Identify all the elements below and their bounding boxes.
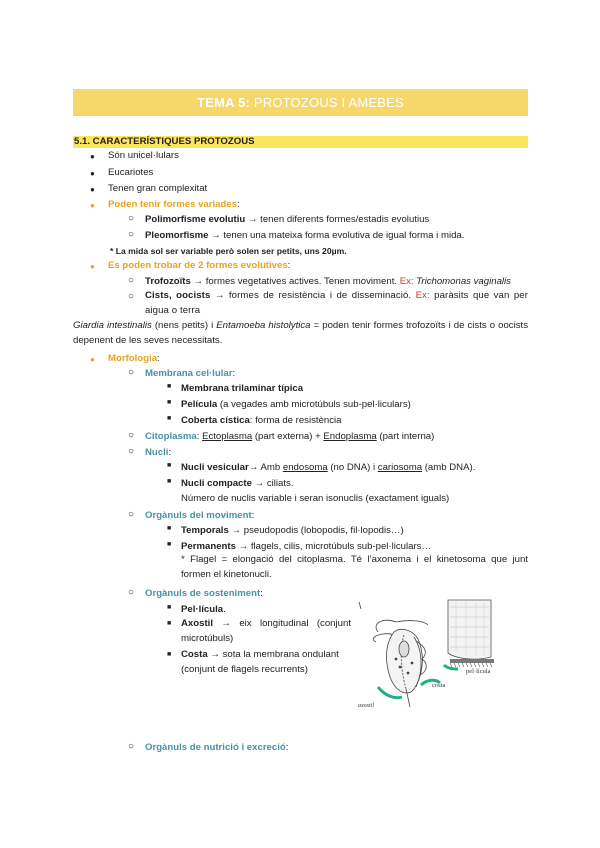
sosteniment-heading: Orgànuls de sosteniment: [145, 588, 263, 599]
list-item: Película (a vegades amb microtúbuls sub-pel·liculars) [181, 399, 411, 410]
list-item: Axostil → eix longitudinal (conjunt microtúbuls) [181, 618, 351, 644]
list-item: Nucli vesicular→ Amb endosoma (no DNA) i cariosoma (amb DNA). [181, 462, 476, 473]
label-axostil: axostil [358, 703, 374, 709]
list-item: Costa → sota la membrana ondulant (conjunt de flagels recurrents) [181, 649, 339, 675]
circle-bullet-icon: ○ [128, 367, 135, 378]
morfologia-heading: Morfologia: [108, 353, 160, 364]
bullet-icon: ● [90, 169, 95, 178]
square-bullet-icon: ■ [167, 541, 172, 548]
moviment-heading: Orgànuls del moviment: [145, 510, 255, 521]
citoplasma-line: Citoplasma: Ectoplasma (part externa) + Endoplasma (part interna) [145, 431, 435, 442]
list-item: Temporals → pseudopodis (lobopodis, fil·lopodis…) [181, 525, 404, 536]
flagel-note: * Flagel = elongació del citoplasma. Té l’axonema i el kinetosoma que junt formen el kinetonucli. [181, 554, 528, 580]
list-item: Permanents → flagels, cilis, microtúbuls sub-pel·liculars… [181, 541, 432, 552]
circle-bullet-icon: ○ [128, 446, 135, 457]
evolutives-heading: Es poden trobar de 2 formes evolutives: [108, 260, 291, 271]
bullet-icon: ● [90, 262, 95, 271]
circle-bullet-icon: ○ [128, 587, 135, 598]
bullet-icon: ● [90, 152, 95, 161]
circle-bullet-icon: ○ [128, 229, 135, 240]
bullet-icon: ● [90, 185, 95, 194]
list-item: Tenen gran complexitat [108, 183, 208, 194]
square-bullet-icon: ■ [167, 383, 172, 390]
square-bullet-icon: ■ [167, 462, 172, 469]
list-item: Polimorfisme evolutiu → tenen diferents formes/estadis evolutius [145, 214, 430, 225]
list-item-continuation: Número de nuclis variable i seran isonuclis (exactament iguals) [181, 493, 450, 504]
circle-bullet-icon: ○ [128, 291, 135, 302]
square-bullet-icon: ■ [167, 525, 172, 532]
square-bullet-icon: ■ [167, 415, 172, 422]
bullet-icon: ● [90, 355, 95, 364]
trichomonas-figure [356, 597, 528, 709]
circle-bullet-icon: ○ [128, 430, 135, 441]
membrana-heading: Membrana cel·lular: [145, 368, 236, 379]
circle-bullet-icon: ○ [128, 213, 135, 224]
nutricio-heading: Orgànuls de nutrició i excreció: [145, 742, 289, 753]
square-bullet-icon: ■ [167, 478, 172, 485]
circle-bullet-icon: ○ [128, 509, 135, 520]
list-item: Pel·lícula. [181, 604, 226, 615]
organism-illustration [359, 602, 428, 707]
square-bullet-icon: ■ [167, 604, 172, 611]
title-banner [73, 89, 528, 116]
list-item: Trofozoïts → formes vegetatives actives. Tenen moviment. Ex: Trichomonas vaginalis [145, 276, 511, 287]
circle-bullet-icon: ○ [128, 275, 135, 286]
note: * La mida sol ser variable però solen ser petits, uns 20µm. [110, 246, 347, 256]
list-item: Cists, oocists → formes de resistència i de disseminació. Ex: paràsits que van per aigua o terra [145, 290, 528, 316]
paragraph: Giardia intestinalis (nens petits) i Entamoeba histolytica = poden tenir formes trofozoïts i de cists o oocists depenent de les seves necessitats. [73, 320, 528, 346]
bullet-icon: ● [90, 201, 95, 210]
list-item: Membrana trilaminar típica [181, 383, 304, 394]
page-title: TEMA 5: PROTOZOUS I AMEBES [197, 95, 404, 110]
label-costa: costa [432, 682, 446, 689]
list-item: Pleomorfisme → tenen una mateixa forma evolutiva de igual forma i mida. [145, 230, 465, 241]
list-item: Eucariotes [108, 167, 154, 178]
list-item: Nucli compacte → ciliats. [181, 478, 294, 489]
circle-bullet-icon: ○ [128, 741, 135, 752]
list-item: Coberta cística: forma de resistència [181, 415, 342, 426]
formes-heading: Poden tenir formes variades: [108, 199, 240, 210]
square-bullet-icon: ■ [167, 620, 172, 627]
membrane-cross-section [448, 600, 494, 667]
label-pellicula: pel·lícula [466, 668, 491, 675]
list-item: Són unicel·lulars [108, 150, 179, 161]
square-bullet-icon: ■ [167, 651, 172, 658]
square-bullet-icon: ■ [167, 399, 172, 406]
nucli-heading: Nucli: [145, 447, 172, 458]
section-heading: 5.1. CARACTERÍSTIQUES PROTOZOUS [73, 136, 528, 148]
